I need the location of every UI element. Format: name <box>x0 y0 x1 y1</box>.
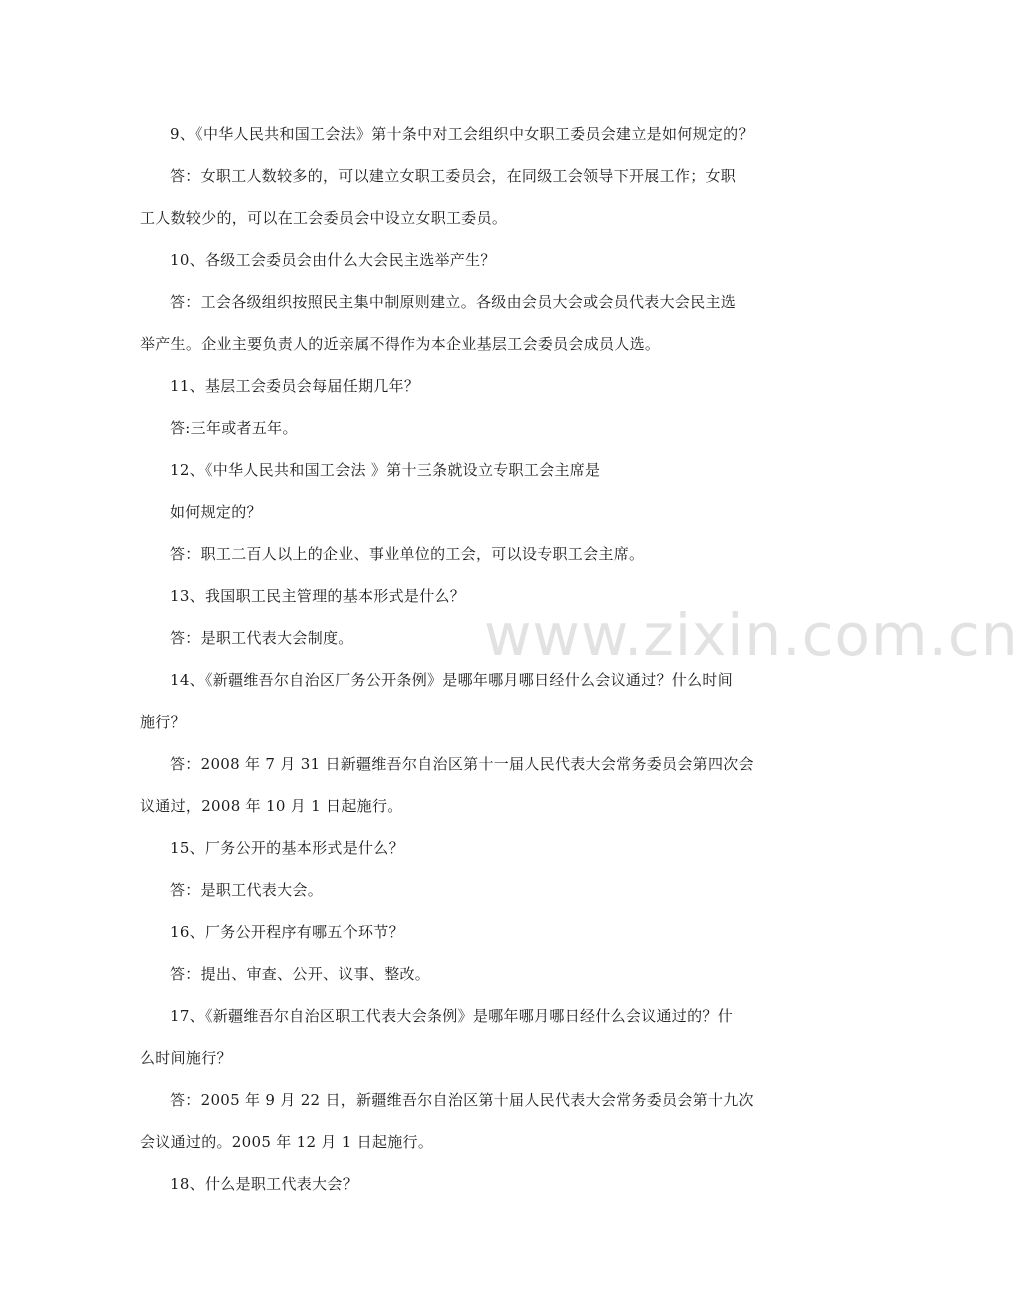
answer-9-line-1: 答：女职工人数较多的，可以建立女职工委员会，在同级工会领导下开展工作；女职 <box>170 167 737 185</box>
question-13: 13、我国职工民主管理的基本形式是什么？ <box>170 587 466 605</box>
question-18: 18、什么是职工代表大会？ <box>170 1175 358 1193</box>
question-15: 15、厂务公开的基本形式是什么？ <box>170 839 404 857</box>
answer-16: 答：提出、审查、公开、议事、整改。 <box>170 965 431 983</box>
question-12-line-1: 12、《中华人民共和国工会法 》第十三条就设立专职工会主席是 <box>170 461 601 479</box>
question-10: 10、各级工会委员会由什么大会民主选举产生？ <box>170 251 496 269</box>
question-16: 16、厂务公开程序有哪五个环节？ <box>170 923 404 941</box>
answer-17-line-1: 答：2005 年 9 月 22 日，新疆维吾尔自治区第十届人民代表大会常务委员会第十九次 <box>170 1091 754 1109</box>
question-12-line-2: 如何规定的？ <box>170 503 262 521</box>
question-17-line-1: 17、《新疆维吾尔自治区职工代表大会条例》是哪年哪月哪日经什么会议通过的？什 <box>170 1007 733 1025</box>
answer-17-line-2: 会议通过的。2005 年 12 月 1 日起施行。 <box>140 1133 434 1151</box>
answer-13: 答：是职工代表大会制度。 <box>170 629 354 647</box>
watermark: www.zixin.com.cn <box>484 601 1019 669</box>
answer-14-line-2: 议通过，2008 年 10 月 1 日起施行。 <box>140 797 403 815</box>
answer-15: 答：是职工代表大会。 <box>170 881 324 899</box>
question-11: 11、基层工会委员会每届任期几年？ <box>170 377 420 395</box>
question-14-line-1: 14、《新疆维吾尔自治区厂务公开条例》是哪年哪月哪日经什么会议通过？什么时间 <box>170 671 733 689</box>
answer-10-line-1: 答：工会各级组织按照民主集中制原则建立。各级由会员大会或会员代表大会民主选 <box>170 293 737 311</box>
answer-11: 答:三年或者五年。 <box>170 419 298 437</box>
answer-12: 答：职工二百人以上的企业、事业单位的工会，可以设专职工会主席。 <box>170 545 645 563</box>
question-9: 9、《中华人民共和国工会法》第十条中对工会组织中女职工委员会建立是如何规定的？ <box>170 125 754 143</box>
question-17-line-2: 么时间施行？ <box>140 1049 232 1067</box>
answer-9-line-2: 工人数较少的，可以在工会委员会中设立女职工委员。 <box>140 209 508 227</box>
answer-10-line-2: 举产生。企业主要负责人的近亲属不得作为本企业基层工会委员会成员人选。 <box>140 335 661 353</box>
answer-14-line-1: 答：2008 年 7 月 31 日新疆维吾尔自治区第十一届人民代表大会常务委员会第四次会 <box>170 755 754 773</box>
question-14-line-2: 施行？ <box>140 713 186 731</box>
